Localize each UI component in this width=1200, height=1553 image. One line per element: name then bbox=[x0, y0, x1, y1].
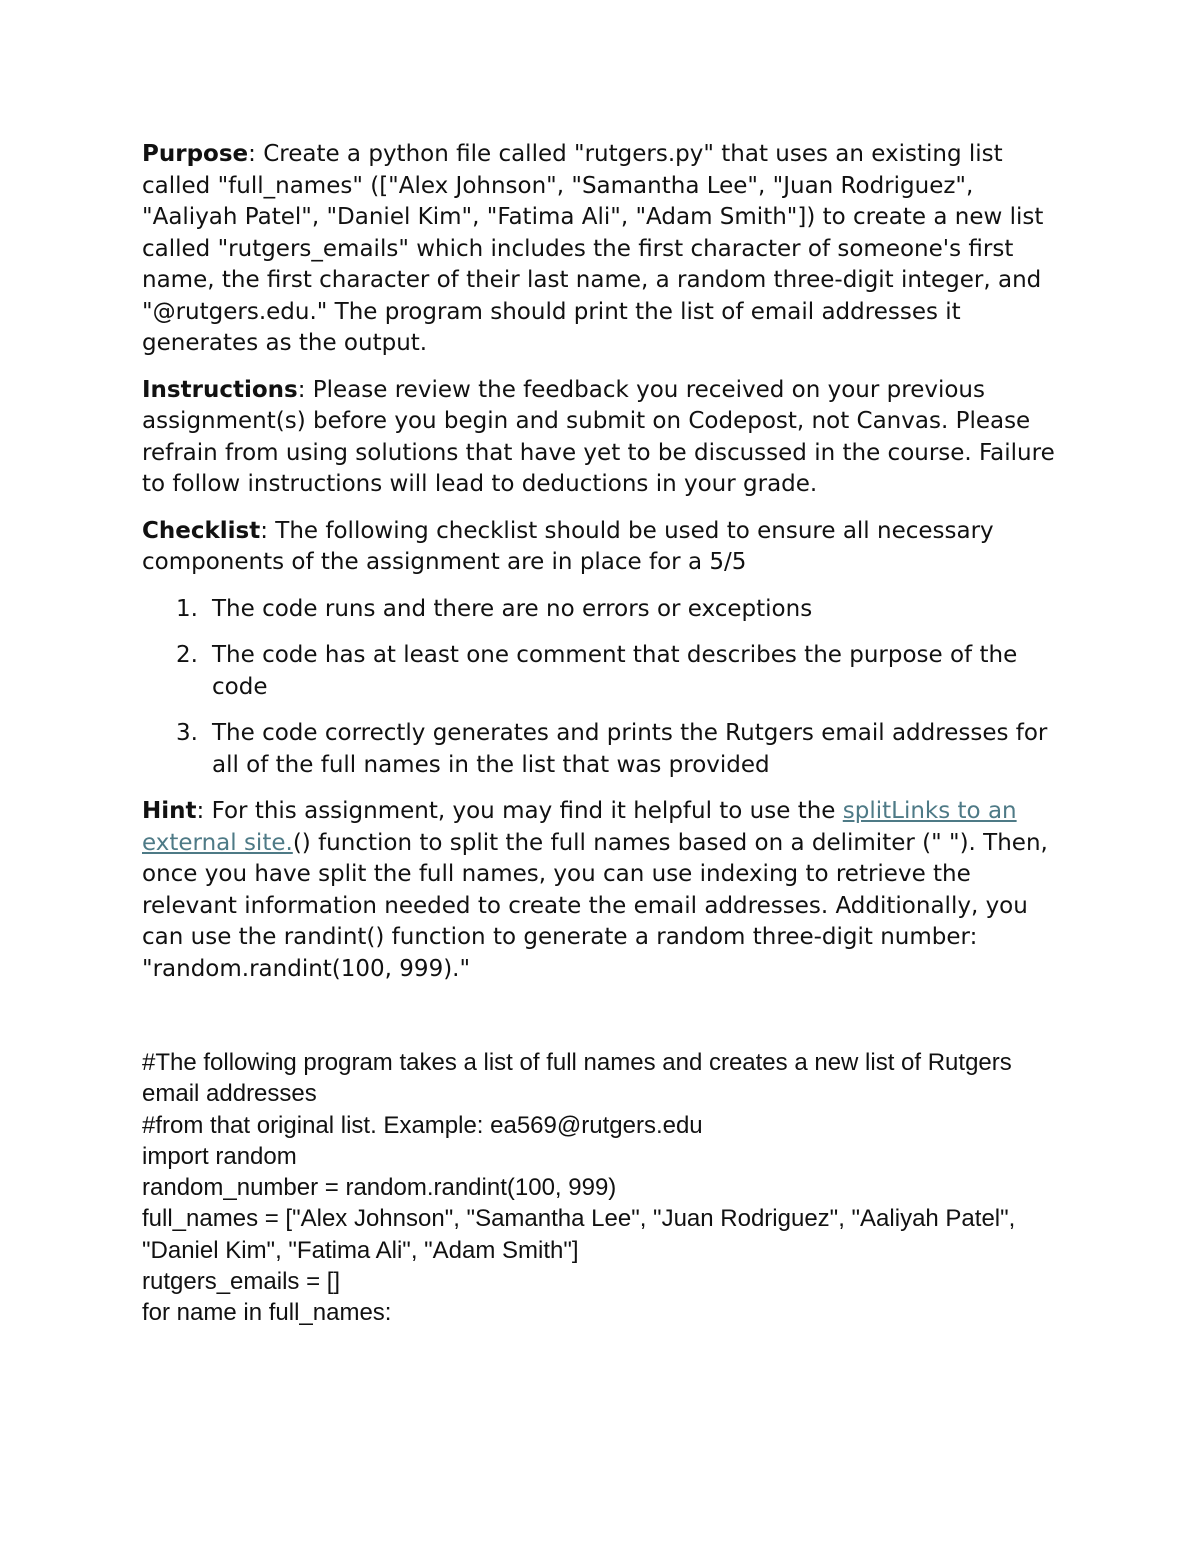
checklist-item-text: The code correctly generates and prints the Rutgers email addresses for all of the full names in the list that was provided bbox=[212, 720, 1048, 778]
code-line: #The following program takes a list of full names and creates a new list of Rutgers bbox=[142, 1049, 1012, 1076]
checklist-list bbox=[142, 594, 1062, 782]
purpose-label: Purpose bbox=[142, 141, 249, 167]
checklist-label: Checklist bbox=[142, 517, 261, 544]
checklist-item bbox=[142, 594, 1062, 626]
checklist-item bbox=[142, 718, 1062, 781]
code-line: for name in full_names: bbox=[142, 1299, 392, 1327]
hint-label: Hint bbox=[142, 798, 197, 824]
purpose-text: : Create a python file called "rutgers.py" that uses an existing list called "full_names" (["Alex Johnson", "Samantha Lee", "Juan Rodriguez", "Aaliyah Patel", "Daniel Kim", "Fatima Ali", "Adam Smith"]) to create a new list called "rutgers_emails" which includes the first character of someone's first name, the first character of their last name, a random three-digit integer, and "@rutgers.edu." The program should print the list of email addresses it generates as the output. bbox=[142, 141, 1044, 356]
checklist-paragraph bbox=[142, 516, 1062, 579]
checklist-item bbox=[142, 640, 1062, 703]
code-line: full_names = ["Alex Johnson", "Samantha Lee", "Juan Rodriguez", "Aaliyah Patel", bbox=[142, 1205, 1016, 1233]
checklist-item-number: 3. bbox=[176, 720, 198, 746]
hint-text-before: : For this assignment, you may find it helpful to use the bbox=[196, 798, 843, 824]
purpose-paragraph bbox=[142, 139, 1062, 360]
hint-paragraph bbox=[142, 796, 1062, 985]
code-block bbox=[142, 1047, 1062, 1329]
instructions-label: Instructions bbox=[142, 376, 298, 403]
checklist-text: : The following checklist should be used to ensure all necessary components of the assignment are in place for a 5/5 bbox=[142, 517, 994, 575]
checklist-item-number: 2. bbox=[176, 642, 198, 668]
code-line: #from that original list. Example: ea569@rutgers.edu bbox=[142, 1111, 703, 1139]
instructions-paragraph bbox=[142, 375, 1062, 501]
hint-text-after: () function to split the full names based on a delimiter (" "). Then, once you have split the full names, you can use indexing to retrieve the relevant information needed to create the email addresses. Additionally, you can use the randint() function to generate a random three-digit number: "random.randint(100, 999)." bbox=[142, 829, 1048, 982]
code-line: email addresses bbox=[142, 1080, 317, 1108]
checklist-item-text: The code has at least one comment that describes the purpose of the code bbox=[212, 642, 1018, 700]
code-line: random_number = random.randint(100, 999) bbox=[142, 1174, 617, 1202]
code-line: import random bbox=[142, 1142, 297, 1170]
document-page bbox=[142, 139, 1062, 1329]
code-line: "Daniel Kim", "Fatima Ali", "Adam Smith"] bbox=[142, 1236, 579, 1264]
checklist-item-number: 1. bbox=[176, 595, 198, 622]
split-external-link[interactable]: splitLinks to an external site. bbox=[142, 798, 1017, 856]
instructions-text: : Please review the feedback you received on your previous assignment(s) before you begin and submit on Codepost, not Canvas. Please refrain from using solutions that have yet to be discussed in the course. Failure to follow instructions will lead to deductions in your grade. bbox=[142, 376, 1055, 497]
code-line: rutgers_emails = [] bbox=[142, 1268, 341, 1296]
checklist-item-text: The code runs and there are no errors or exceptions bbox=[212, 595, 813, 622]
